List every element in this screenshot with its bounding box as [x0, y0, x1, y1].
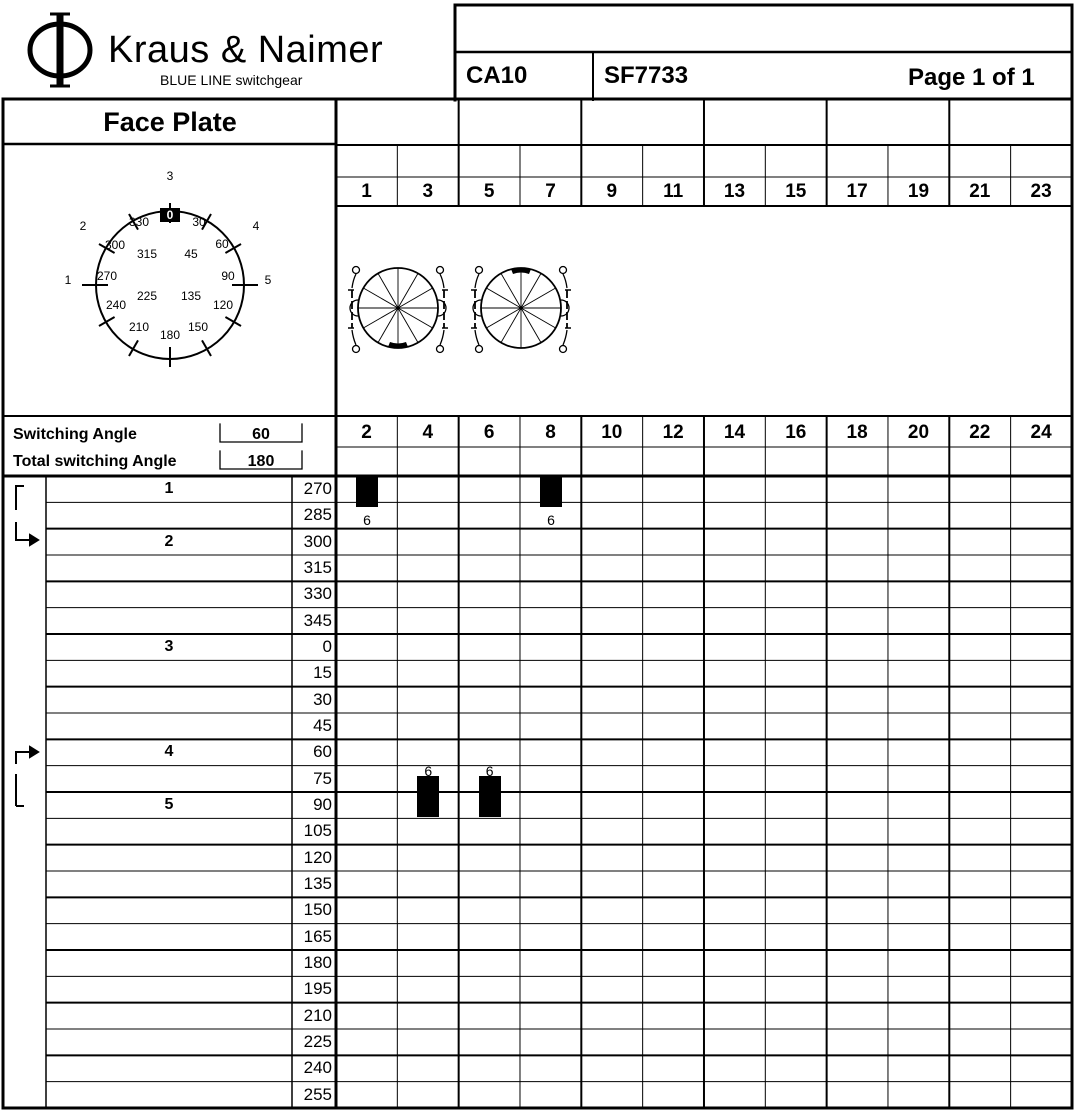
- dial-angle-label: 180: [159, 328, 181, 342]
- angle-value: 0: [322, 637, 332, 656]
- contact-number-top: 13: [723, 181, 746, 202]
- dial-angle-label: 90: [221, 269, 235, 283]
- contact-number-bottom: 4: [422, 422, 434, 443]
- total-switching-angle-label: Total switching Angle: [13, 453, 177, 470]
- contact-number-top: 7: [545, 181, 556, 202]
- angle-value: 180: [303, 953, 332, 972]
- angle-value: 30: [313, 689, 332, 709]
- dial-angle-label: 225: [136, 289, 158, 303]
- angle-value: 90: [313, 795, 332, 814]
- contact-number-top: 17: [846, 181, 868, 202]
- contact-number-top: 23: [1030, 181, 1052, 202]
- contact-number-top: 15: [785, 181, 807, 202]
- contact-number-bottom: 20: [907, 422, 930, 443]
- angle-value: 165: [303, 926, 332, 946]
- contact-number-top: 1: [361, 181, 372, 202]
- dial-position-label: 3: [166, 169, 174, 183]
- angle-value: 105: [303, 821, 332, 841]
- contact-number-top: 19: [907, 181, 930, 202]
- switching-angle-label: Switching Angle: [13, 426, 137, 443]
- dial-angle-label: 300: [104, 238, 126, 252]
- dial-angle-label: 315: [136, 247, 158, 261]
- angle-value: 315: [303, 558, 332, 577]
- angle-value: 300: [303, 531, 332, 551]
- contact-number-bottom: 24: [1030, 422, 1052, 443]
- dial-angle-label: 135: [180, 289, 202, 303]
- contact-cam-symbol: [471, 267, 571, 353]
- dial-angle-label: 120: [212, 298, 234, 312]
- angle-value: 345: [303, 610, 332, 630]
- contact-number-bottom: 12: [662, 422, 684, 443]
- closure-label: 6: [363, 511, 371, 528]
- contact-closure-block: [479, 776, 501, 817]
- contact-closure-block: [540, 477, 562, 507]
- dial-angle-label: 60: [215, 237, 229, 251]
- dial-angle-label: 270: [96, 269, 118, 283]
- total-switching-angle-value: 180: [247, 453, 275, 470]
- dial-position-label: 2: [79, 219, 87, 233]
- contact-number-bottom: 18: [846, 422, 868, 443]
- closure-label: 6: [485, 762, 494, 779]
- brand-tagline: BLUE LINE switchgear: [160, 72, 303, 88]
- contact-number-top: 9: [606, 181, 618, 202]
- dial-angle-label: 330: [128, 215, 150, 229]
- diagram-code: SF7733: [604, 62, 689, 89]
- contact-number-bottom: 14: [723, 422, 746, 443]
- position-label: 3: [164, 638, 174, 655]
- contact-closure-block: [417, 776, 439, 817]
- contact-number-bottom: 8: [545, 422, 556, 443]
- angle-value: 270: [303, 479, 332, 498]
- dial-position-label: 5: [264, 273, 272, 287]
- brand-logo: [30, 14, 90, 86]
- angle-value: 285: [303, 505, 332, 525]
- dial-angle-label: 240: [105, 298, 127, 312]
- angle-value: 330: [303, 584, 332, 604]
- contact-number-top: 5: [483, 181, 495, 202]
- angle-value: 60: [313, 742, 332, 762]
- brand-name: Kraus & Naimer: [108, 29, 384, 71]
- position-label: 1: [164, 480, 174, 497]
- contact-number-bottom: 10: [601, 422, 623, 443]
- closure-label: 6: [424, 762, 433, 779]
- dial-angle-label: 30: [192, 215, 206, 229]
- angle-value: 15: [313, 663, 332, 683]
- closure-label: 6: [547, 511, 555, 528]
- dial-position-label: 4: [252, 219, 260, 233]
- angle-value: 195: [303, 979, 332, 999]
- dial-angle-label: 0: [166, 208, 174, 222]
- contact-number-bottom: 16: [785, 422, 807, 443]
- angle-value: 225: [303, 1032, 332, 1051]
- rotation-stop-brackets: [16, 486, 38, 806]
- contact-number-top: 21: [969, 181, 991, 202]
- face-plate-title: Face Plate: [103, 107, 237, 137]
- angle-value: 150: [303, 900, 332, 920]
- contact-cam-symbol: [348, 267, 448, 353]
- angle-value: 255: [303, 1084, 332, 1104]
- angle-value: 210: [303, 1005, 332, 1025]
- contact-number-bottom: 6: [483, 422, 495, 443]
- dial-angle-label: 150: [187, 320, 209, 334]
- series-code: CA10: [466, 62, 528, 89]
- contact-number-top: 11: [663, 181, 684, 202]
- contact-number-bottom: 2: [361, 422, 372, 443]
- page-indicator: Page 1 of 1: [908, 64, 1035, 91]
- position-label: 5: [164, 796, 174, 813]
- contact-number-bottom: 22: [969, 422, 991, 443]
- dial-angle-label: 45: [184, 247, 198, 261]
- angle-value: 240: [303, 1058, 332, 1078]
- angle-value: 120: [303, 847, 332, 867]
- position-label: 4: [164, 743, 174, 761]
- dial-angle-label: 210: [128, 320, 150, 334]
- contact-closure-block: [356, 477, 378, 507]
- dial-position-label: 1: [64, 273, 72, 287]
- angle-value: 135: [303, 874, 332, 893]
- angle-value: 75: [313, 768, 332, 788]
- angle-value: 45: [313, 716, 332, 735]
- switching-angle-value: 60: [252, 426, 270, 443]
- position-label: 2: [164, 532, 174, 550]
- contact-number-top: 3: [422, 181, 434, 202]
